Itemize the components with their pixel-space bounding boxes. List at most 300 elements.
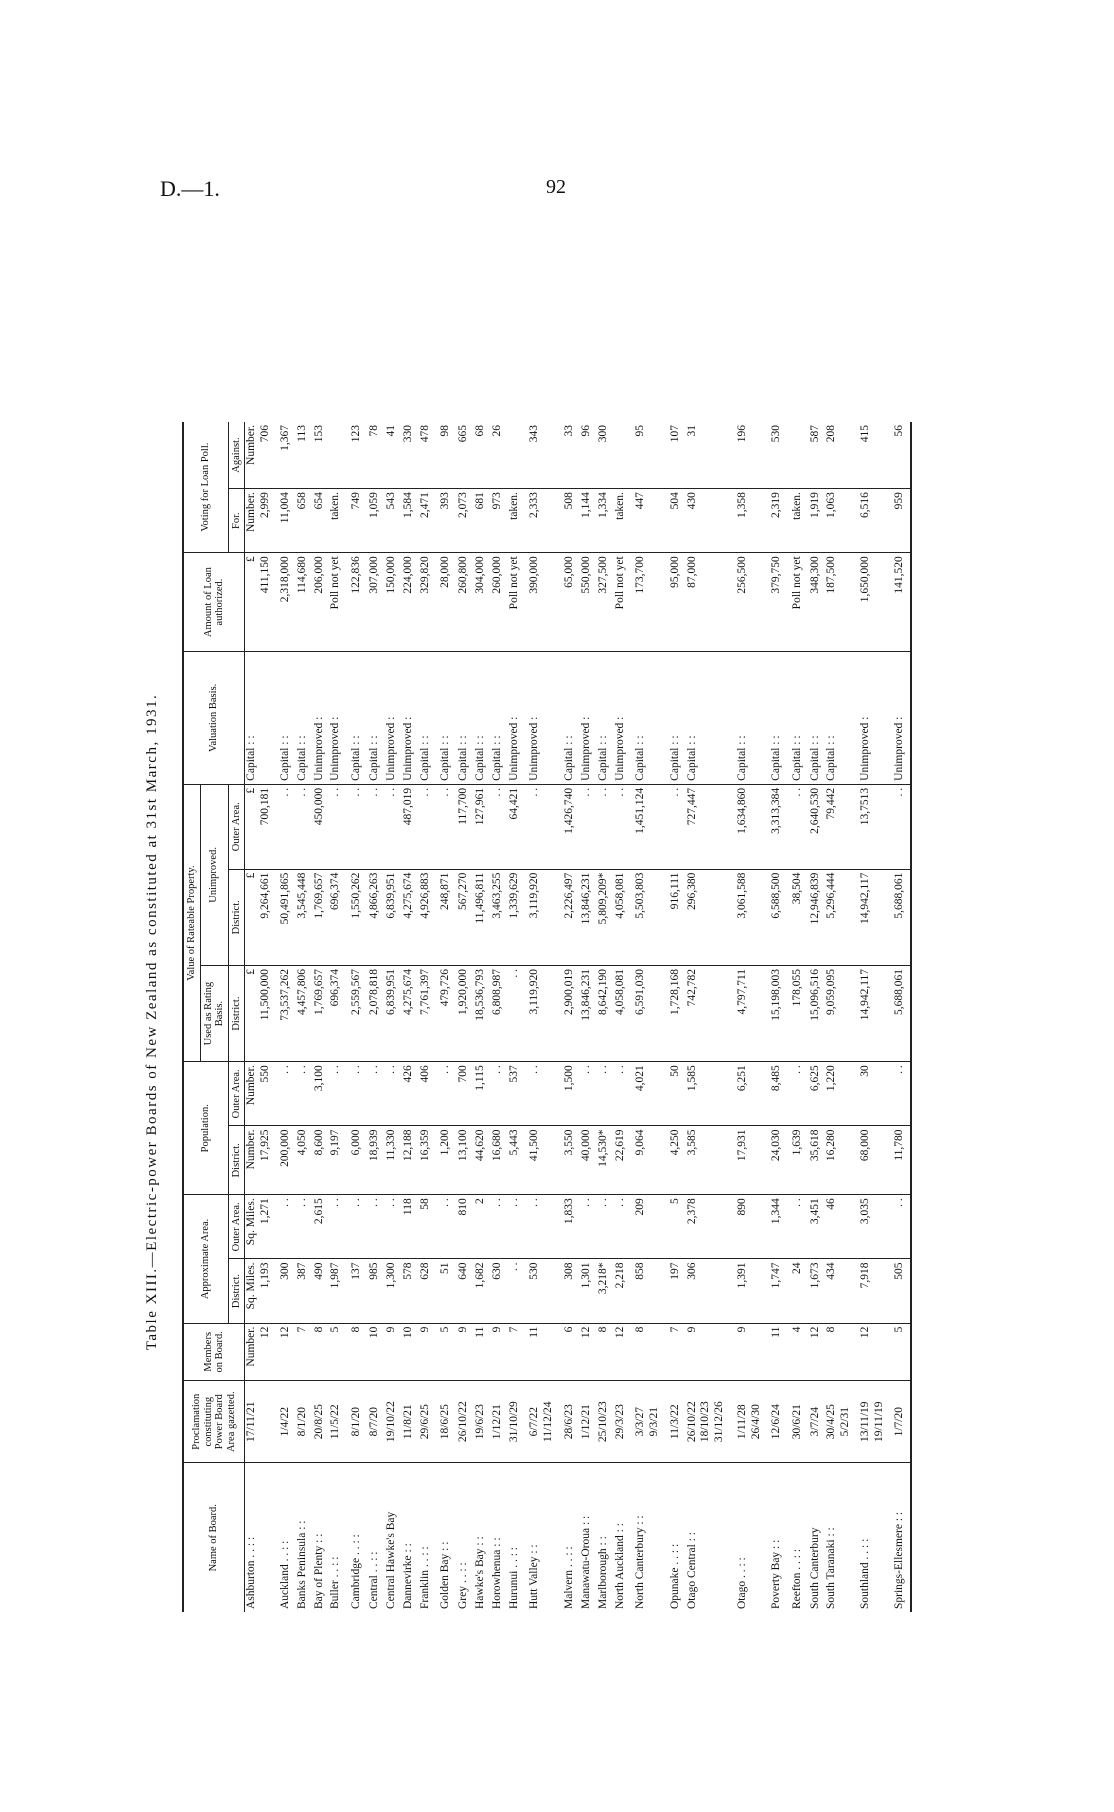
table-row xyxy=(508,422,525,1612)
cell-name: Grey . . : : xyxy=(457,1562,470,1609)
cell-name: Ashburton . . : : xyxy=(245,1536,258,1609)
cell-val: Capital : : xyxy=(279,651,296,784)
cell-uo: . . xyxy=(346,784,368,869)
cell-members: 8 xyxy=(346,1323,368,1380)
cell-against: 300 xyxy=(597,422,614,489)
cell-ud: 4,866,263 xyxy=(368,869,385,965)
cell-pd: 24,030 xyxy=(770,1126,787,1195)
table-row xyxy=(279,422,296,1612)
header-unimp-outer: Outer Area. xyxy=(228,784,245,869)
cell-ud: 1,769,657 xyxy=(313,869,330,965)
cell-loan: 260,800 xyxy=(457,553,474,652)
cell-ad: 630 xyxy=(491,1259,508,1323)
table-row xyxy=(825,422,859,1612)
cell-for: 1,919 xyxy=(809,489,826,553)
cell-ao: 2 xyxy=(474,1195,491,1259)
cell-val: Unimproved : xyxy=(402,651,419,784)
cell-uo: 1,426,740 xyxy=(563,784,580,869)
cell-proc: 20/8/25 xyxy=(313,1380,330,1463)
cell-loan: 187,500 xyxy=(825,553,859,652)
cell-loan: 304,000 xyxy=(474,553,491,652)
cell-ao: . . xyxy=(346,1195,368,1259)
cell-uo: 79,442 xyxy=(825,784,859,869)
cell-proc: 18/6/25 xyxy=(435,1380,457,1463)
cell-against: 478 xyxy=(419,422,436,489)
header-members: Members on Board. xyxy=(183,1323,245,1380)
cell-proc: 1/12/21 xyxy=(580,1380,597,1463)
cell-val: Unimproved : xyxy=(859,651,893,784)
cell-name: Otago Central : : xyxy=(685,1532,698,1609)
cell-po: 700 xyxy=(457,1062,474,1126)
cell-name: Bay of Plenty : : xyxy=(312,1533,325,1609)
cell-proc: 8/1/20 xyxy=(346,1380,368,1463)
cell-against: 587 xyxy=(809,422,826,489)
cell-ud: 296,380 xyxy=(686,869,736,965)
cell-members: 9 xyxy=(736,1323,770,1380)
cell-against: 31 xyxy=(686,422,736,489)
cell-val: Unimproved : xyxy=(614,651,631,784)
page-code: D.—1. xyxy=(160,176,220,201)
cell-rd: 2,900,019 xyxy=(563,965,580,1061)
header-poll-for: For. xyxy=(228,489,245,553)
cell-val: Unimproved : xyxy=(508,651,525,784)
cell-pd: 35,618 xyxy=(809,1126,826,1195)
cell-ao: 46 xyxy=(825,1195,859,1259)
cell-ao: . . xyxy=(787,1195,809,1259)
cell-ao: 58 xyxy=(419,1195,436,1259)
cell-rd: 3,119,920 xyxy=(524,965,563,1061)
header-pop-outer: Outer Area. xyxy=(228,1062,245,1126)
cell-rd: 18,536,793 xyxy=(474,965,491,1061)
cell-loan: 327,500 xyxy=(597,553,614,652)
cell-pd: 68,000 xyxy=(859,1126,893,1195)
cell-against: 78 xyxy=(368,422,385,489)
cell-pd: 14,530* xyxy=(597,1126,614,1195)
cell-pd: Number. 17,925 xyxy=(245,1126,279,1195)
cell-ad: 1,682 xyxy=(474,1259,491,1323)
cell-uo: . . xyxy=(597,784,614,869)
cell-for: 959 xyxy=(893,489,911,553)
cell-loan: 65,000 xyxy=(563,553,580,652)
cell-loan: 87,000 xyxy=(686,553,736,652)
cell-proc: 25/10/23 xyxy=(597,1380,614,1463)
cell-uo: 13,7513 xyxy=(859,784,893,869)
cell-loan: 141,520 xyxy=(893,553,911,652)
cell-val: Capital : : xyxy=(491,651,508,784)
cell-pd: 13,100 xyxy=(457,1126,474,1195)
cell-name: Golden Bay : : xyxy=(439,1541,452,1609)
cell-members: 9 xyxy=(419,1323,436,1380)
cell-ao: . . xyxy=(580,1195,597,1259)
cell-ao: . . xyxy=(597,1195,614,1259)
cell-val: Capital : : xyxy=(809,651,826,784)
cell-po: . . xyxy=(346,1062,368,1126)
cell-po: 4,021 xyxy=(630,1062,669,1126)
cell-po: . . xyxy=(787,1062,809,1126)
cell-pd: 41,500 xyxy=(524,1126,563,1195)
cell-pd: 4,050 xyxy=(296,1126,313,1195)
cell-ad: 1,391 xyxy=(736,1259,770,1323)
cell-po: . . xyxy=(597,1062,614,1126)
cell-pd: 9,064 xyxy=(630,1126,669,1195)
cell-ud: 916,111 xyxy=(669,869,686,965)
cell-for: 11,004 xyxy=(279,489,296,553)
cell-rd: 9,059,095 xyxy=(825,965,859,1061)
cell-members: 11 xyxy=(770,1323,787,1380)
cell-members: 5 xyxy=(329,1323,346,1380)
cell-members: 11 xyxy=(524,1323,563,1380)
cell-ad: 1,301 xyxy=(580,1259,597,1323)
cell-for: 2,333 xyxy=(524,489,563,553)
cell-ud: 567,270 xyxy=(457,869,474,965)
cell-members: Number. 12 xyxy=(245,1323,279,1380)
cell-proc: 11/5/22 xyxy=(329,1380,346,1463)
cell-uo: . . xyxy=(279,784,296,869)
cell-po: 426 xyxy=(402,1062,419,1126)
cell-name: Central . . : : xyxy=(368,1551,381,1609)
cell-proc: 30/4/25 5/2/31 xyxy=(825,1380,859,1463)
cell-uo: . . xyxy=(524,784,563,869)
cell-ud: 4,926,883 xyxy=(419,869,436,965)
cell-members: 9 xyxy=(457,1323,474,1380)
cell-ao: . . xyxy=(368,1195,385,1259)
cell-proc: 13/11/19 19/11/19 xyxy=(859,1380,893,1463)
cell-po: . . xyxy=(279,1062,296,1126)
cell-pd: 11,330 xyxy=(385,1126,402,1195)
header-population: Population. xyxy=(183,1062,228,1195)
cell-rd: 1,769,657 xyxy=(313,965,330,1061)
table-row xyxy=(457,422,474,1612)
cell-rd: 4,058,081 xyxy=(614,965,631,1061)
cell-po: . . xyxy=(435,1062,457,1126)
cell-loan: 329,820 xyxy=(419,553,436,652)
cell-proc: 3/7/24 xyxy=(809,1380,826,1463)
cell-po: 1,500 xyxy=(563,1062,580,1126)
cell-loan: 206,000 xyxy=(313,553,330,652)
cell-members: 10 xyxy=(368,1323,385,1380)
cell-name: Cambridge . . : : xyxy=(350,1534,363,1609)
cell-pd: 40,000 xyxy=(580,1126,597,1195)
header-pop-district: District. xyxy=(228,1126,245,1195)
cell-against: 98 xyxy=(435,422,457,489)
cell-proc: 6/7/22 11/12/24 xyxy=(524,1380,563,1463)
cell-against: 113 xyxy=(296,422,313,489)
cell-for: 504 xyxy=(669,489,686,553)
header-rating-district: District. xyxy=(228,965,245,1061)
cell-pd: 3,550 xyxy=(563,1126,580,1195)
cell-against: 56 xyxy=(893,422,911,489)
cell-against: 107 xyxy=(669,422,686,489)
cell-ad: 985 xyxy=(368,1259,385,1323)
cell-against: 330 xyxy=(402,422,419,489)
cell-name: Springs-Ellesmere : : xyxy=(893,1463,911,1612)
cell-ad: 306 xyxy=(686,1259,736,1323)
cell-members: 7 xyxy=(669,1323,686,1380)
cell-against: 68 xyxy=(474,422,491,489)
cell-members: 12 xyxy=(809,1323,826,1380)
cell-loan: Poll not yet xyxy=(787,553,809,652)
cell-rd: 1,728,168 xyxy=(669,965,686,1061)
cell-loan: 173,700 xyxy=(630,553,669,652)
cell-val: Unimproved : xyxy=(524,651,563,784)
cell-proc: 1/12/21 xyxy=(491,1380,508,1463)
cell-for: 430 xyxy=(686,489,736,553)
cell-ao: . . xyxy=(508,1195,525,1259)
cell-ao: . . xyxy=(524,1195,563,1259)
cell-ud: 14,942,117 xyxy=(859,869,893,965)
cell-val: Capital : : xyxy=(736,651,770,784)
cell-val: Capital : : xyxy=(597,651,614,784)
rotated-table-page xyxy=(140,232,960,1812)
cell-val: Capital : : xyxy=(669,651,686,784)
cell-proc: 29/3/23 xyxy=(614,1380,631,1463)
cell-pd: 5,443 xyxy=(508,1126,525,1195)
cell-ad: 505 xyxy=(893,1259,911,1323)
cell-val: Capital : : xyxy=(686,651,736,784)
cell-loan: 348,300 xyxy=(809,553,826,652)
cell-proc: 26/10/22 xyxy=(457,1380,474,1463)
cell-members: 9 xyxy=(686,1323,736,1380)
table-row xyxy=(491,422,508,1612)
cell-pd: 11,780 xyxy=(893,1126,911,1195)
cell-ao: 890 xyxy=(736,1195,770,1259)
cell-po: . . xyxy=(580,1062,597,1126)
cell-for: 1,144 xyxy=(580,489,597,553)
cell-members: 12 xyxy=(279,1323,296,1380)
cell-po: 1,585 xyxy=(686,1062,736,1126)
table-title: Table XIII.—Electric-power Boards of New Zealand as constituted at 31st March, 1931. xyxy=(144,693,160,1351)
cell-ad: 300 xyxy=(279,1259,296,1323)
cell-loan: 256,500 xyxy=(736,553,770,652)
cell-rd: 14,942,117 xyxy=(859,965,893,1061)
table-row xyxy=(686,422,736,1612)
cell-po: 8,485 xyxy=(770,1062,787,1126)
cell-for: 681 xyxy=(474,489,491,553)
cell-uo: 450,000 xyxy=(313,784,330,869)
cell-loan: 224,000 xyxy=(402,553,419,652)
header-area-district: District. xyxy=(228,1259,245,1323)
cell-ao: 3,035 xyxy=(859,1195,893,1259)
cell-pd: 8,600 xyxy=(313,1126,330,1195)
cell-po: . . xyxy=(329,1062,346,1126)
table-row xyxy=(419,422,436,1612)
cell-ud: 5,503,803 xyxy=(630,869,669,965)
cell-ud: 1,339,629 xyxy=(508,869,525,965)
cell-val: Capital : : xyxy=(368,651,385,784)
cell-po: 1,220 xyxy=(825,1062,859,1126)
cell-proc: 17/11/21 xyxy=(245,1380,279,1463)
cell-loan: 28,000 xyxy=(435,553,457,652)
cell-ad: Sq. Miles. 1,193 xyxy=(245,1259,279,1323)
cell-name: Horowhenua : : xyxy=(490,1537,503,1609)
table-row xyxy=(893,422,911,1612)
cell-ud: 3,061,588 xyxy=(736,869,770,965)
cell-name: South Canterbury xyxy=(808,1527,821,1609)
cell-ao: . . xyxy=(329,1195,346,1259)
cell-ud: 248,871 xyxy=(435,869,457,965)
cell-for: taken. xyxy=(787,489,809,553)
cell-ud: 50,491,865 xyxy=(279,869,296,965)
cell-for: 749 xyxy=(346,489,368,553)
cell-loan: 260,000 xyxy=(491,553,508,652)
cell-uo: . . xyxy=(368,784,385,869)
cell-members: 4 xyxy=(787,1323,809,1380)
cell-pd: 18,939 xyxy=(368,1126,385,1195)
cell-rd: 1,920,000 xyxy=(457,965,474,1061)
cell-proc: 3/3/27 9/3/21 xyxy=(630,1380,669,1463)
cell-members: 5 xyxy=(435,1323,457,1380)
cell-po: 537 xyxy=(508,1062,525,1126)
cell-rd: 73,537,262 xyxy=(279,965,296,1061)
cell-ad: 530 xyxy=(524,1259,563,1323)
cell-po: 6,251 xyxy=(736,1062,770,1126)
cell-proc: 19/6/23 xyxy=(474,1380,491,1463)
cell-ad: 137 xyxy=(346,1259,368,1323)
cell-po: 406 xyxy=(419,1062,436,1126)
cell-ao: 2,378 xyxy=(686,1195,736,1259)
cell-members: 5 xyxy=(893,1323,911,1380)
cell-for: 1,063 xyxy=(825,489,859,553)
table-row xyxy=(859,422,893,1612)
cell-for: 393 xyxy=(435,489,457,553)
cell-ud: 1,550,262 xyxy=(346,869,368,965)
cell-pd: 16,359 xyxy=(419,1126,436,1195)
table-row xyxy=(563,422,580,1612)
cell-ud: 4,275,674 xyxy=(402,869,419,965)
cell-pd: 3,585 xyxy=(686,1126,736,1195)
table-row xyxy=(385,422,402,1612)
header-poll: Voting for Loan Poll. xyxy=(183,422,228,553)
cell-for: Number. 2,999 xyxy=(245,489,279,553)
cell-pd: 1,200 xyxy=(435,1126,457,1195)
cell-ao: . . xyxy=(279,1195,296,1259)
table-row xyxy=(435,422,457,1612)
cell-po: 6,625 xyxy=(809,1062,826,1126)
cell-rd: 4,275,674 xyxy=(402,965,419,1061)
cell-po: . . xyxy=(893,1062,911,1126)
cell-ao: Sq. Miles. 1,271 xyxy=(245,1195,279,1259)
table-row xyxy=(630,422,669,1612)
cell-members: 11 xyxy=(474,1323,491,1380)
cell-val: Unimproved : xyxy=(580,651,597,784)
cell-uo: . . xyxy=(669,784,686,869)
cell-ao: . . xyxy=(435,1195,457,1259)
cell-ad: 578 xyxy=(402,1259,419,1323)
cell-val: Capital : : xyxy=(825,651,859,784)
cell-pd: 1,639 xyxy=(787,1126,809,1195)
cell-uo: 1,634,860 xyxy=(736,784,770,869)
cell-ad: 1,747 xyxy=(770,1259,787,1323)
cell-loan: 150,000 xyxy=(385,553,402,652)
cell-ad: 1,987 xyxy=(329,1259,346,1323)
cell-po: 30 xyxy=(859,1062,893,1126)
table-body xyxy=(245,422,911,1612)
cell-for: 508 xyxy=(563,489,580,553)
header-rateable: Value of Rateable Property. xyxy=(183,784,200,1061)
cell-uo: . . xyxy=(329,784,346,869)
cell-val: Capital : : xyxy=(296,651,313,784)
header-area-outer: Outer Area. xyxy=(228,1195,245,1259)
cell-proc: 8/1/20 xyxy=(296,1380,313,1463)
cell-rd: 13,846,231 xyxy=(580,965,597,1061)
cell-name: Hawke's Bay : : xyxy=(473,1536,486,1609)
cell-against: 153 xyxy=(313,422,330,489)
cell-rd: 479,726 xyxy=(435,965,457,1061)
cell-ao: 810 xyxy=(457,1195,474,1259)
cell-against: 41 xyxy=(385,422,402,489)
cell-pd: 16,280 xyxy=(825,1126,859,1195)
table-row xyxy=(402,422,419,1612)
cell-rd: 6,808,987 xyxy=(491,965,508,1061)
cell-ud: 696,374 xyxy=(329,869,346,965)
cell-ad: 3,218* xyxy=(597,1259,614,1323)
cell-po: 3,100 xyxy=(313,1062,330,1126)
cell-val: Capital : : xyxy=(245,651,279,784)
cell-against: 665 xyxy=(457,422,474,489)
cell-uo: . . xyxy=(787,784,809,869)
cell-uo: . . xyxy=(491,784,508,869)
cell-ao: . . xyxy=(385,1195,402,1259)
cell-ad: 1,673 xyxy=(809,1259,826,1323)
cell-pd: 6,000 xyxy=(346,1126,368,1195)
cell-uo: . . xyxy=(580,784,597,869)
cell-loan: 379,750 xyxy=(770,553,787,652)
cell-ud: £ 9,264,661 xyxy=(245,869,279,965)
cell-pd: 4,250 xyxy=(669,1126,686,1195)
cell-members: 9 xyxy=(385,1323,402,1380)
cell-rd: 178,055 xyxy=(787,965,809,1061)
table-row xyxy=(346,422,368,1612)
cell-name: Poverty Bay : : xyxy=(770,1539,782,1609)
cell-ud: 3,545,448 xyxy=(296,869,313,965)
cell-for: 2,319 xyxy=(770,489,787,553)
cell-uo: 2,640,530 xyxy=(809,784,826,869)
cell-ad: 24 xyxy=(787,1259,809,1323)
cell-against: 196 xyxy=(736,422,770,489)
cell-name: South Taranaki : : xyxy=(825,1527,838,1609)
cell-proc: 8/7/20 xyxy=(368,1380,385,1463)
cell-against: 415 xyxy=(859,422,893,489)
cell-against: Number. 706 xyxy=(245,422,279,489)
cell-proc: 1/4/22 xyxy=(279,1380,296,1463)
cell-against: 530 xyxy=(770,422,787,489)
header-proclamation: Proclamation constituting Power Board Area gazetted. xyxy=(183,1380,245,1463)
cell-pd: 17,931 xyxy=(736,1126,770,1195)
cell-ad: 858 xyxy=(630,1259,669,1323)
cell-proc: 11/3/22 xyxy=(669,1380,686,1463)
cell-uo: 487,019 xyxy=(402,784,419,869)
header-loan: Amount of Loan authorized. xyxy=(183,553,245,652)
cell-pd: 200,000 xyxy=(279,1126,296,1195)
cell-pd: 16,680 xyxy=(491,1126,508,1195)
cell-rd: 5,688,061 xyxy=(893,965,911,1061)
cell-ud: 5,688,061 xyxy=(893,869,911,965)
cell-members: 8 xyxy=(630,1323,669,1380)
cell-name: Central Hawke's Bay xyxy=(384,1511,397,1609)
header-name: Name of Board. xyxy=(183,1463,245,1612)
cell-ad: 628 xyxy=(419,1259,436,1323)
cell-ud: 3,119,920 xyxy=(524,869,563,965)
cell-ao: 118 xyxy=(402,1195,419,1259)
cell-name: Reefton . . : : xyxy=(790,1548,803,1609)
cell-po: 1,115 xyxy=(474,1062,491,1126)
cell-members: 12 xyxy=(859,1323,893,1380)
cell-for: 1,334 xyxy=(597,489,614,553)
cell-name: Hutt Valley : : xyxy=(528,1544,541,1609)
cell-ad: 434 xyxy=(825,1259,859,1323)
table-row xyxy=(580,422,597,1612)
cell-name: Hurunui . . : : xyxy=(507,1547,520,1609)
